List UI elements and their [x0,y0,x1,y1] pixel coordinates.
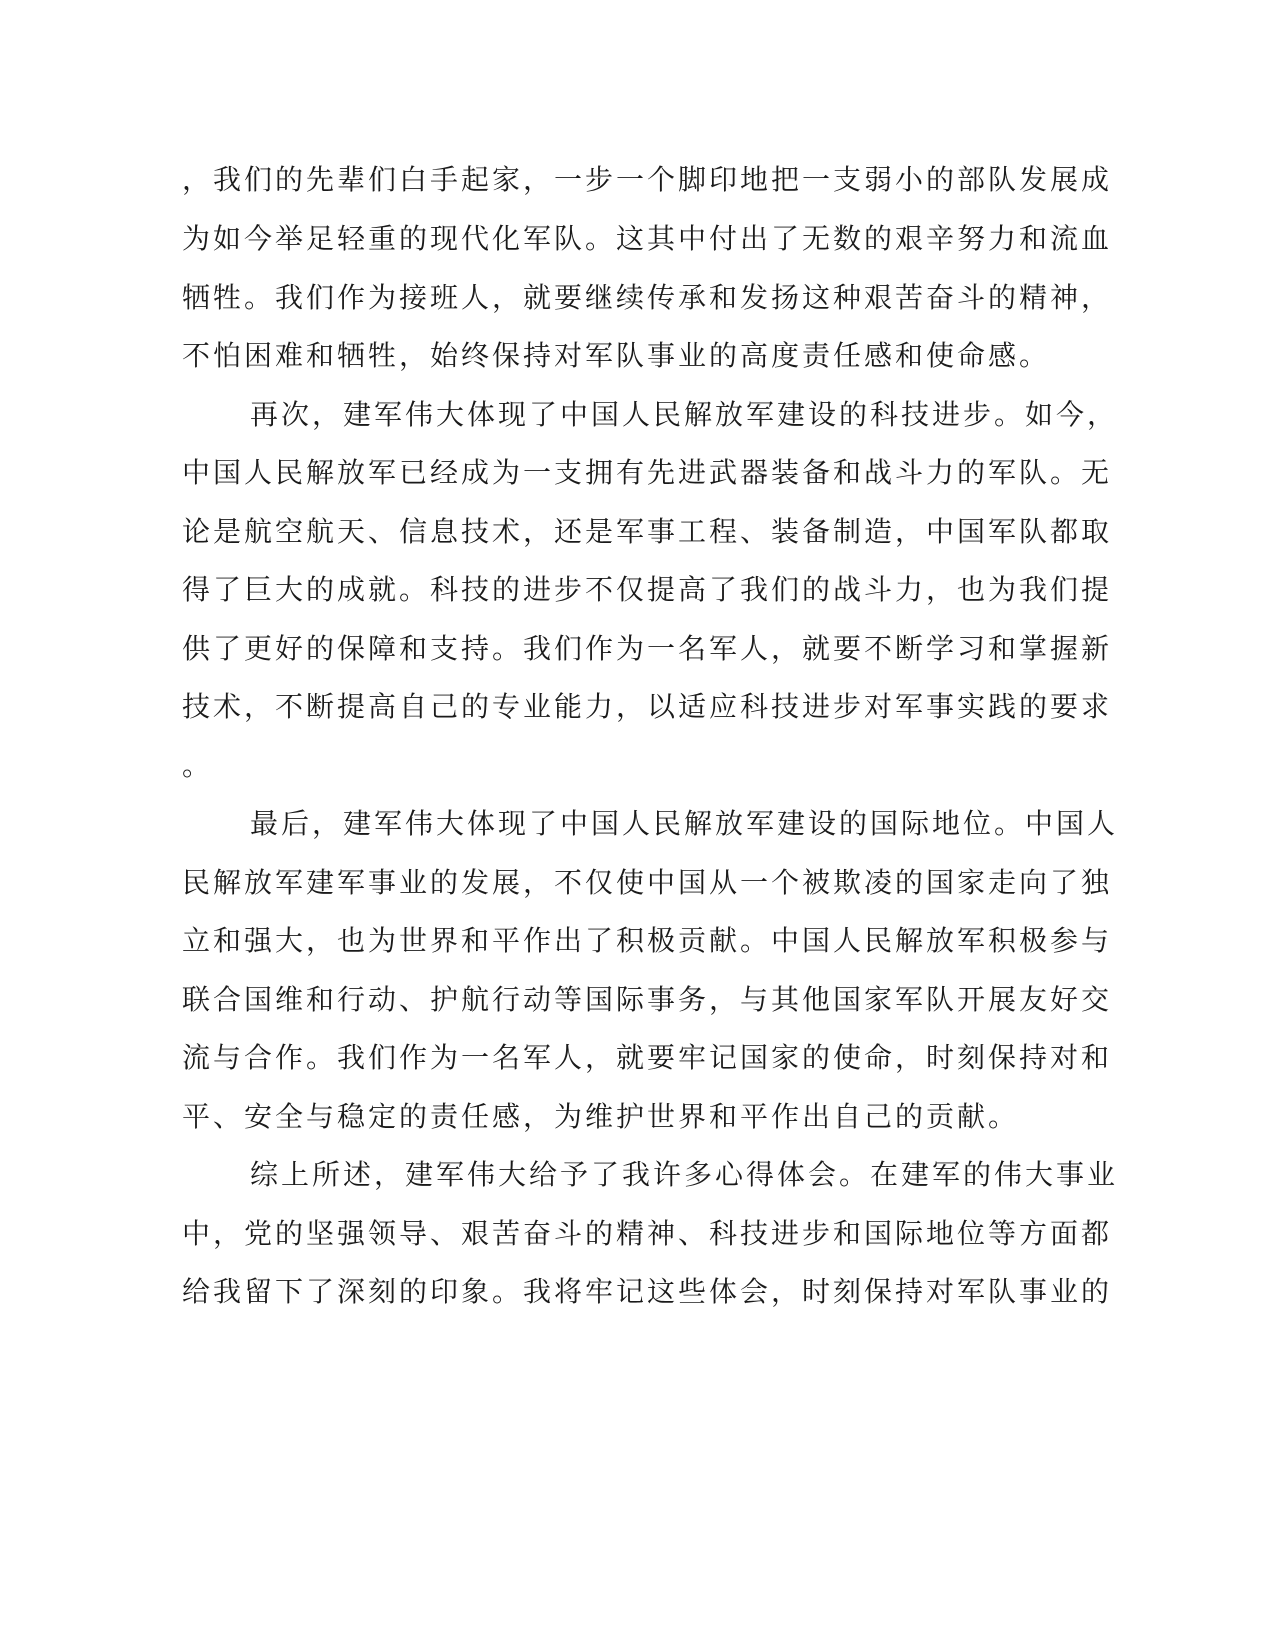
text-line: 联合国维和行动、护航行动等国际事务，与其他国家军队开展友好交 [182,983,1113,1016]
text-line: 立和强大，也为世界和平作出了积极贡献。中国人民解放军积极参与 [182,924,1113,957]
paragraph-first-line: 最后，建军伟大体现了中国人民解放军建设的国际地位。中国人 [250,807,1119,840]
text-line: 中国人民解放军已经成为一支拥有先进武器装备和战斗力的军队。无 [182,456,1113,489]
text-line: 。 [182,749,214,782]
text-line: 平、安全与稳定的责任感，为维护世界和平作出自己的贡献。 [182,1100,1020,1133]
text-line: 供了更好的保障和支持。我们作为一名军人，就要不断学习和掌握新 [182,632,1113,665]
text-line: 不怕困难和牺牲，始终保持对军队事业的高度责任感和使命感。 [182,339,1051,372]
text-line: ，我们的先辈们白手起家，一步一个脚印地把一支弱小的部队发展成 [182,163,1113,196]
paragraph-first-line: 综上所述，建军伟大给予了我许多心得体会。在建军的伟大事业 [250,1158,1119,1191]
text-line: 中，党的坚强领导、艰苦奋斗的精神、科技进步和国际地位等方面都 [182,1217,1113,1250]
text-line: 为如今举足轻重的现代化军队。这其中付出了无数的艰辛努力和流血 [182,222,1113,255]
text-line: 技术，不断提高自己的专业能力，以适应科技进步对军事实践的要求 [182,690,1113,723]
text-line: 流与合作。我们作为一名军人，就要牢记国家的使命，时刻保持对和 [182,1041,1113,1074]
paragraph-first-line: 再次，建军伟大体现了中国人民解放军建设的科技进步。如今， [250,398,1119,431]
text-line: 得了巨大的成就。科技的进步不仅提高了我们的战斗力，也为我们提 [182,573,1113,606]
text-line: 民解放军建军事业的发展，不仅使中国从一个被欺凌的国家走向了独 [182,866,1113,899]
text-line: 牺牲。我们作为接班人，就要继续传承和发扬这种艰苦奋斗的精神， [182,281,1113,314]
text-line: 给我留下了深刻的印象。我将牢记这些体会，时刻保持对军队事业的 [182,1275,1113,1308]
text-line: 论是航空航天、信息技术，还是军事工程、装备制造，中国军队都取 [182,515,1113,548]
